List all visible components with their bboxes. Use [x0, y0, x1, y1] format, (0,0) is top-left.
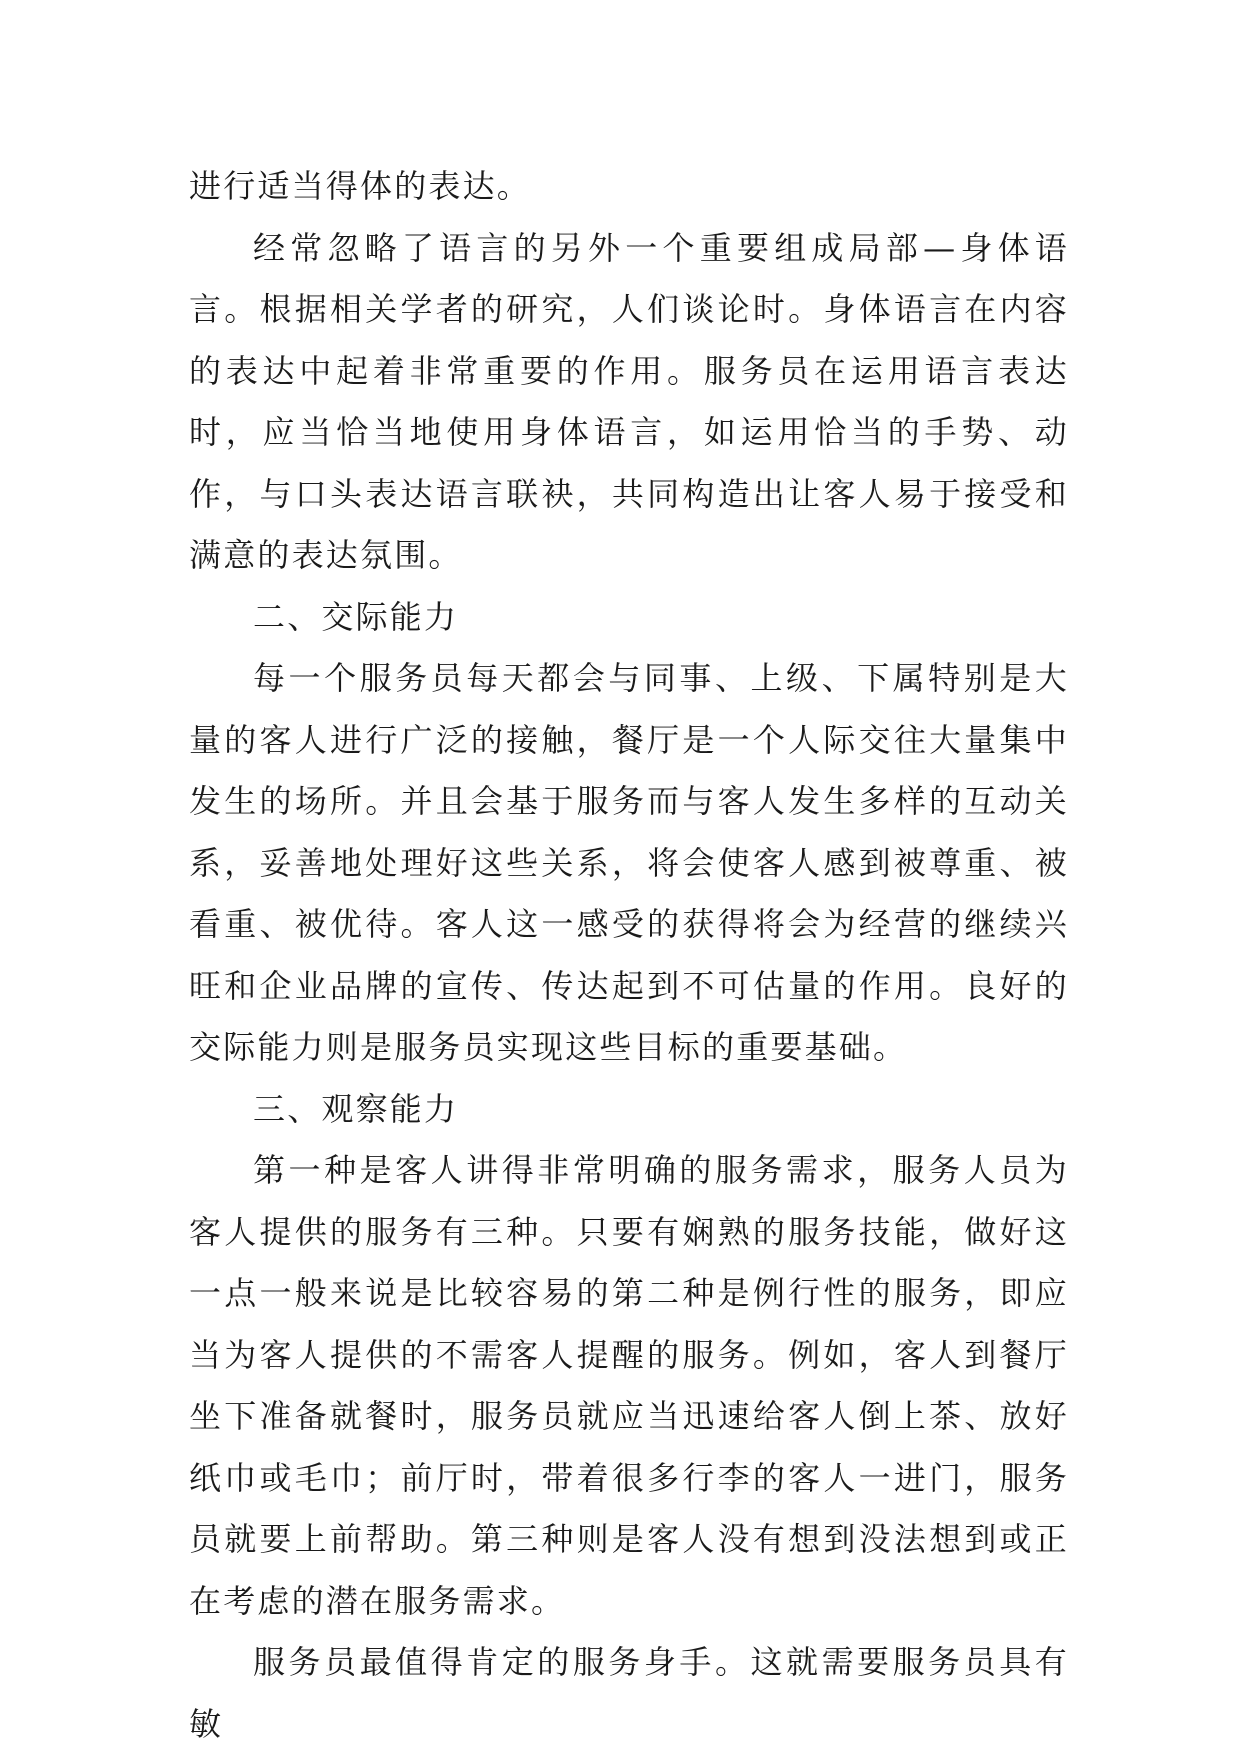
- paragraph-communication: 每一个服务员每天都会与同事、上级、下属特别是大量的客人进行广泛的接触，餐厅是一个人际交往大量集中发生的场所。并且会基于服务而与客人发生多样的互动关系，妥善地处理好这些关系，将会使客人感到被尊重、被看重、被优待。客人这一感受的获得将会为经营的继续兴旺和企业品牌的宣传、传达起到不可估量的作用。良好的交际能力则是服务员实现这些目标的重要基础。: [189, 659, 1069, 1066]
- paragraph-1: 进行适当得体的表达。: [189, 167, 532, 205]
- paragraph-observation: 第一种是客人讲得非常明确的服务需求，服务人员为客人提供的服务有三种。只要有娴熟的服务技能，做好这一点一般来说是比较容易的第二种是例行性的服务，即应当为客人提供的不需客人提醒的服务。例如，客人到餐厅坐下准备就餐时，服务员就应当迅速给客人倒上茶、放好纸巾或毛巾；前厅时，带着很多行李的客人一进门，服务员就要上前帮助。第三种则是客人没有想到没法想到或正在考虑的潜在服务需求。: [189, 1151, 1069, 1620]
- document-body: [189, 156, 1069, 1755]
- paragraph-final: 服务员最值得肯定的服务身手。这就需要服务员具有敏: [189, 1643, 1069, 1743]
- section-heading-observation: 三、观察能力: [253, 1089, 459, 1128]
- paragraph-body-language: 经常忽略了语言的另外一个重要组成局部—身体语言。根据相关学者的研究，人们谈论时。身体语言在内容的表达中起着非常重要的作用。服务员在运用语言表达时，应当恰当地使用身体语言，如运用恰当的手势、动作，与口头表达语言联袂，共同构造出让客人易于接受和满意的表达氛围。: [189, 228, 1069, 574]
- section-heading-communication: 二、交际能力: [253, 597, 459, 636]
